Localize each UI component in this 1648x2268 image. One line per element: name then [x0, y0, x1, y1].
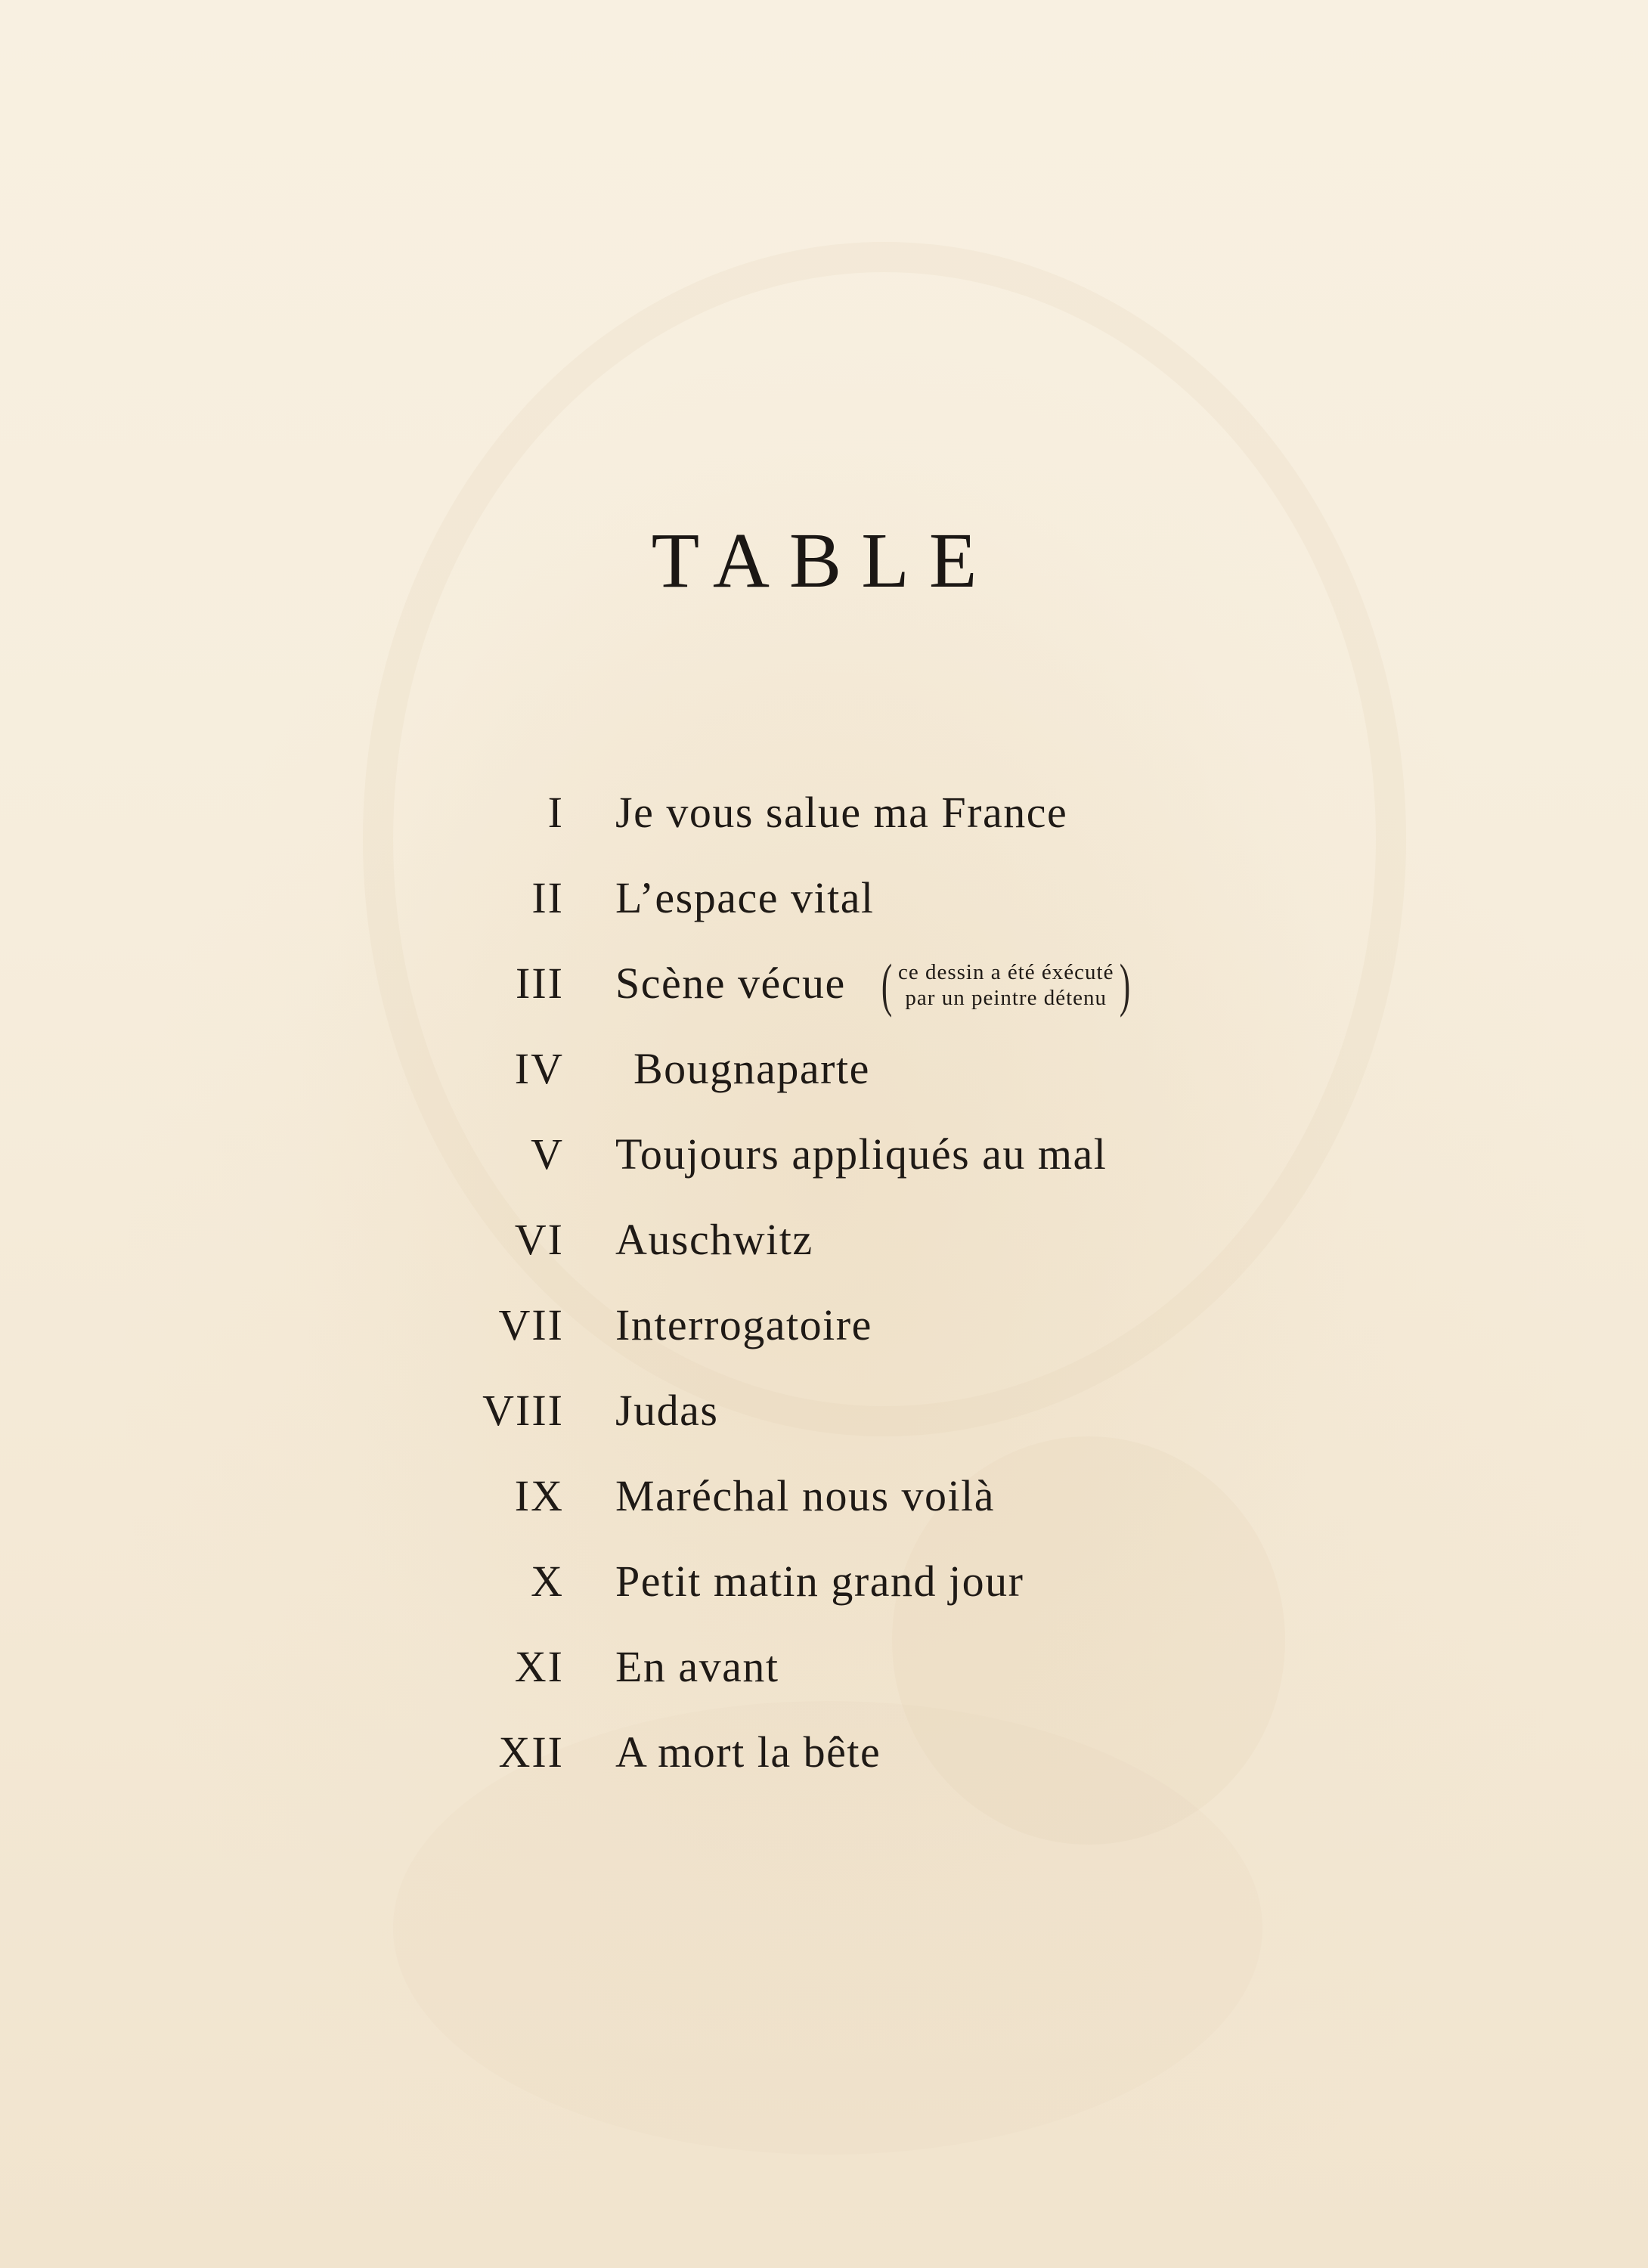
toc-entry: [0, 1727, 1648, 1816]
note-line: par un peintre détenu: [905, 986, 1107, 1010]
entry-numeral: III: [516, 959, 564, 1008]
toc-entry: [0, 1471, 1648, 1560]
entry-title: Auschwitz: [615, 1215, 813, 1264]
entry-numeral: IV: [514, 1044, 564, 1093]
entry-title: Bougnaparte: [633, 1044, 870, 1093]
toc-entry: [0, 788, 1648, 876]
entry-numeral: V: [531, 1129, 564, 1179]
toc-entry: [0, 1044, 1648, 1132]
entry-numeral: XI: [514, 1642, 564, 1691]
entry-title: Scène vécue: [615, 959, 846, 1008]
entry-numeral: X: [531, 1557, 564, 1606]
entry-title: Judas: [615, 1386, 719, 1435]
entry-title: Je vous salue ma France: [615, 788, 1068, 837]
table-of-contents: [0, 788, 1648, 1816]
toc-entry: [0, 1642, 1648, 1730]
entry-title: A mort la bête: [615, 1727, 881, 1777]
entry-numeral: VI: [514, 1215, 564, 1264]
entry-numeral: VIII: [482, 1386, 564, 1435]
entry-numeral: I: [547, 788, 564, 837]
entry-title: Petit matin grand jour: [615, 1557, 1024, 1606]
close-parenthesis: ): [1120, 952, 1131, 1018]
toc-entry: [0, 1557, 1648, 1645]
entry-title: L’espace vital: [615, 873, 875, 922]
entry-numeral: IX: [514, 1471, 564, 1520]
note-line: ce dessin a été éxécuté: [897, 960, 1114, 984]
toc-entry: [0, 1215, 1648, 1303]
note-text: [897, 959, 1115, 1011]
entry-title: Maréchal nous voilà: [615, 1471, 996, 1520]
entry-title: Toujours appliqués au mal: [615, 1129, 1107, 1179]
toc-entry: [0, 1300, 1648, 1389]
entry-numeral: VII: [498, 1300, 564, 1349]
entry-note: [877, 952, 1135, 1018]
toc-entry: [0, 952, 1648, 1047]
toc-entry: [0, 873, 1648, 962]
entry-numeral: XII: [498, 1727, 564, 1777]
toc-entry: [0, 1129, 1648, 1218]
entry-title: Interrogatoire: [615, 1300, 872, 1349]
open-parenthesis: (: [881, 952, 893, 1018]
toc-entry: [0, 1386, 1648, 1474]
page-title: TABLE: [651, 517, 997, 604]
entry-numeral: II: [531, 873, 564, 922]
entry-title: En avant: [615, 1642, 779, 1691]
